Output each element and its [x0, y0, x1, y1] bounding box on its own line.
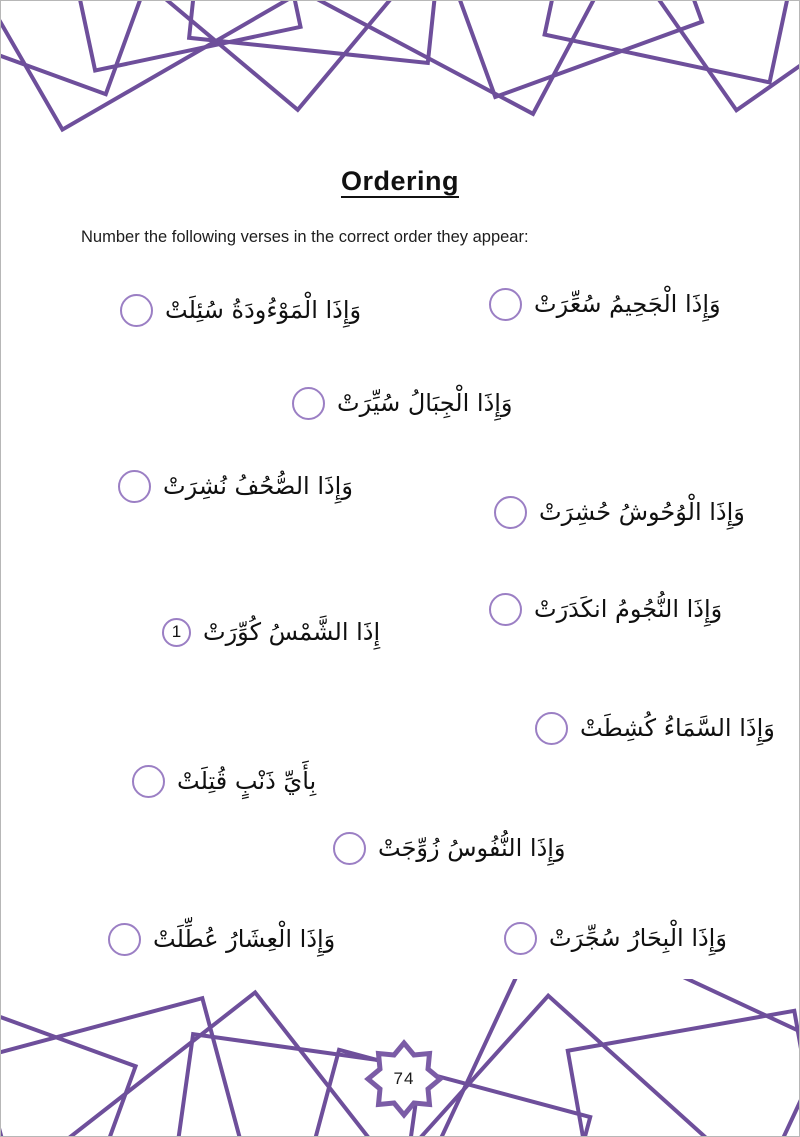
answer-circle[interactable]	[504, 922, 537, 955]
verse-item-ishaar	[108, 916, 335, 962]
answer-circle[interactable]	[120, 294, 153, 327]
answer-value: 1	[171, 622, 182, 641]
answer-circle[interactable]	[489, 593, 522, 626]
answer-circle[interactable]	[162, 618, 191, 647]
answer-circle[interactable]	[292, 387, 325, 420]
verse-item-jaheem	[489, 281, 721, 327]
page-number-badge	[364, 1039, 444, 1119]
answer-circle[interactable]	[494, 496, 527, 529]
verse-arabic-text: وَإِذَا الْمَوْءُودَةُ سُئِلَتْ	[165, 296, 362, 324]
answer-circle[interactable]	[108, 923, 141, 956]
verse-arabic-text: وَإِذَا النُّفُوسُ زُوِّجَتْ	[378, 834, 566, 862]
verse-arabic-text: وَإِذَا الْجِبَالُ سُيِّرَتْ	[337, 389, 513, 417]
verse-item-jibal	[292, 380, 513, 426]
verse-arabic-text: وَإِذَا الصُّحُفُ نُشِرَتْ	[163, 472, 353, 500]
verse-item-wuhush	[494, 489, 745, 535]
verse-arabic-text: وَإِذَا الْوُحُوشُ حُشِرَتْ	[539, 498, 745, 526]
verse-arabic-text: وَإِذَا الْبِحَارُ سُجِّرَتْ	[549, 924, 727, 952]
page-title: Ordering	[340, 166, 459, 196]
answer-circle[interactable]	[118, 470, 151, 503]
verse-arabic-text: وَإِذَا السَّمَاءُ كُشِطَتْ	[580, 714, 775, 742]
verse-item-nufoos	[333, 825, 566, 871]
verse-arabic-text: وَإِذَا الْجَحِيمُ سُعِّرَتْ	[534, 290, 721, 318]
verse-item-thanb	[132, 758, 316, 804]
answer-circle[interactable]	[535, 712, 568, 745]
verse-arabic-text: بِأَيِّ ذَنْبٍ قُتِلَتْ	[177, 767, 317, 795]
answer-circle[interactable]	[489, 288, 522, 321]
verse-item-mawoodah	[120, 287, 361, 333]
verse-item-suhuf	[118, 463, 353, 509]
verse-item-bihaar	[504, 915, 727, 961]
verse-item-samaa	[535, 705, 775, 751]
answer-circle[interactable]	[132, 765, 165, 798]
verse-arabic-text: وَإِذَا النُّجُومُ انكَدَرَتْ	[534, 595, 723, 623]
verse-arabic-text: وَإِذَا الْعِشَارُ عُطِّلَتْ	[153, 925, 336, 953]
instruction-text: Number the following verses in the correct order they appear:	[81, 228, 529, 246]
verse-item-nujoom	[489, 586, 722, 632]
answer-circle[interactable]	[333, 832, 366, 865]
verse-arabic-text: إِذَا الشَّمْسُ كُوِّرَتْ	[203, 618, 381, 646]
page-number: 74	[393, 1069, 415, 1088]
verse-item-shams	[162, 609, 380, 655]
top-border-decoration	[1, 1, 800, 159]
